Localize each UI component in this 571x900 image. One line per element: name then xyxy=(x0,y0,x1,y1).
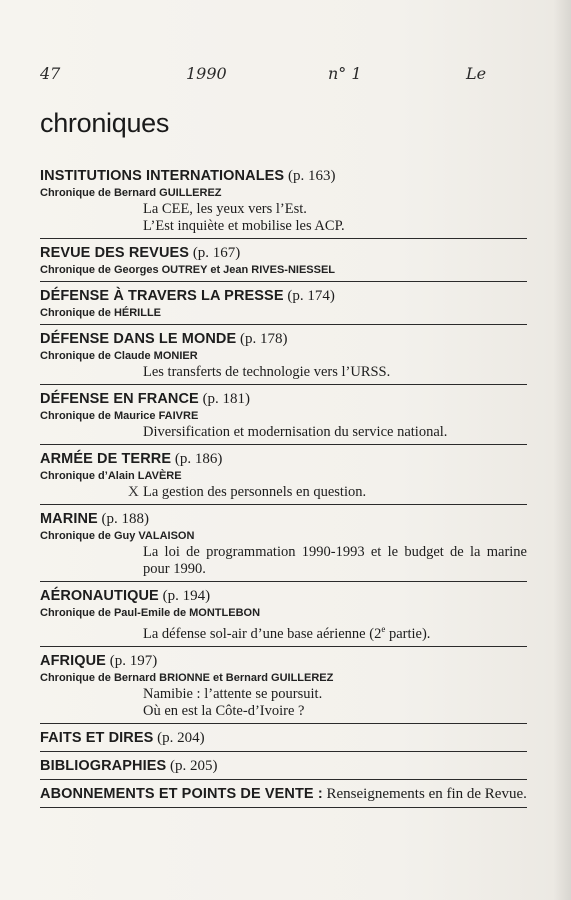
toc-entry xyxy=(40,449,527,505)
entry-article: La loi de programmation 1990-1993 et le budget de la marine pour 1990. xyxy=(143,544,527,577)
entry-article: La gestion des personnels en question. xyxy=(143,484,367,500)
entry-page-ref: (p. 167) xyxy=(192,245,241,261)
entry-page-ref: (p. 188) xyxy=(101,511,150,527)
handwritten-note-volume: 47 xyxy=(40,64,61,83)
entry-author: Chronique d’Alain LAVÈRE xyxy=(40,470,182,482)
entry-heading: AFRIQUE xyxy=(40,652,106,669)
toc-entry xyxy=(40,784,527,808)
entry-author: Chronique de Paul-Emile de MONTLEBON xyxy=(40,607,261,619)
bleed-through-text xyxy=(160,20,171,65)
entry-heading: REVUE DES REVUES xyxy=(40,245,190,261)
entry-author: Chronique de HÉRILLE xyxy=(40,307,161,319)
handwritten-note-year: 1990 xyxy=(186,64,227,83)
bleed-through-text xyxy=(330,75,343,129)
toc-entry xyxy=(40,586,527,647)
entry-author: Chronique de Claude MONIER xyxy=(40,350,198,362)
entry-page-ref: (p. 181) xyxy=(202,391,251,407)
toc-entry xyxy=(40,728,527,752)
entry-heading: BIBLIOGRAPHIES xyxy=(40,757,167,774)
toc-entry xyxy=(40,756,527,780)
entry-page-ref: (p. 197) xyxy=(109,652,158,669)
toc-entry xyxy=(40,509,527,582)
toc-entry xyxy=(40,329,527,385)
handwritten-note-number: n° 1 xyxy=(328,64,362,83)
superscript: e xyxy=(381,624,386,634)
entry-page-ref: (p. 205) xyxy=(170,757,218,774)
entry-heading: INSTITUTIONS INTERNATIONALES xyxy=(40,168,285,184)
page-title: chroniques xyxy=(40,108,170,138)
entry-author: Chronique de Georges OUTREY et Jean RIVES-NIESSEL xyxy=(40,264,336,276)
entry-page-ref: (p. 186) xyxy=(174,451,223,467)
entry-article: Où en est la Côte-d’Ivoire ? xyxy=(143,702,305,719)
table-of-contents xyxy=(40,166,527,812)
toc-entry xyxy=(40,243,527,282)
entry-author: Chronique de Maurice FAIVRE xyxy=(40,410,199,422)
entry-author: Chronique de Guy VALAISON xyxy=(40,530,195,542)
entry-heading: ABONNEMENTS ET POINTS DE VENTE : xyxy=(40,785,323,802)
entry-page-ref: (p. 204) xyxy=(157,729,205,746)
entry-article: Diversification et modernisation du service national. xyxy=(143,424,448,440)
entry-page-ref: (p. 174) xyxy=(287,288,335,304)
entry-article-text: La défense sol-air d’une base aérienne (2 xyxy=(143,625,382,642)
entry-article-text: partie). xyxy=(385,625,431,642)
entry-article: La CEE, les yeux vers l’Est. xyxy=(143,201,307,217)
entry-author: Chronique de Bernard BRIONNE et Bernard GUILLEREZ xyxy=(40,671,334,684)
entry-inline-text: Renseignements en fin de Revue. xyxy=(326,785,527,802)
entry-article: Les transferts de technologie vers l’URSS. xyxy=(143,364,391,380)
entry-article-container xyxy=(40,484,527,501)
entry-page-ref: (p. 163) xyxy=(287,168,336,184)
handwritten-check-mark: X xyxy=(128,484,139,500)
entry-author: Chronique de Bernard GUILLEREZ xyxy=(40,187,222,199)
entry-heading: AÉRONAUTIQUE xyxy=(40,588,159,604)
handwritten-note-le: Le xyxy=(466,64,487,83)
toc-entry xyxy=(40,286,527,325)
entry-heading: DÉFENSE EN FRANCE xyxy=(40,391,199,407)
entry-heading: DÉFENSE DANS LE MONDE xyxy=(40,331,237,347)
page-edge-shadow xyxy=(553,0,571,900)
toc-entry xyxy=(40,166,527,239)
entry-article: L’Est inquiète et mobilise les ACP. xyxy=(143,218,345,234)
entry-heading: DÉFENSE À TRAVERS LA PRESSE xyxy=(40,288,284,304)
toc-entry xyxy=(40,389,527,445)
toc-entry xyxy=(40,651,527,724)
entry-heading: MARINE xyxy=(40,511,98,527)
entry-page-ref: (p. 194) xyxy=(162,588,211,604)
entry-article: Namibie : l’attente se poursuit. xyxy=(143,685,323,702)
entry-article xyxy=(40,621,527,643)
entry-page-ref: (p. 178) xyxy=(240,331,288,347)
entry-heading: FAITS ET DIRES xyxy=(40,729,154,746)
entry-heading: ARMÉE DE TERRE xyxy=(40,451,172,467)
